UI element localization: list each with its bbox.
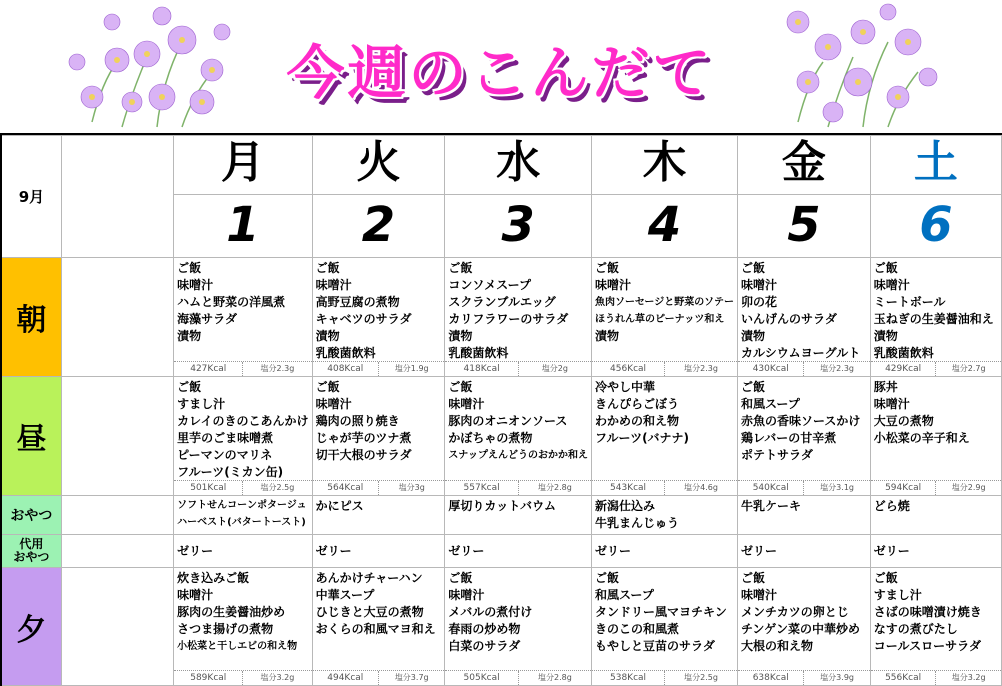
cosmos-flowers-image xyxy=(62,2,237,130)
salt-value: 塩分3.9g xyxy=(803,671,869,685)
lunch-label: 昼 xyxy=(1,377,61,496)
menu-table xyxy=(0,135,1002,686)
day-of-week: 火 xyxy=(313,136,445,195)
menu-item: きんぴらごぼう xyxy=(595,397,680,411)
menu-item: 牛乳まんじゅう xyxy=(595,516,680,530)
menu-item: 海藻サラダ xyxy=(177,312,238,326)
menu-item: ソフトせんコーンポタージュ xyxy=(177,500,307,511)
calorie-value: 538Kcal xyxy=(610,673,647,683)
calorie-value: 429Kcal xyxy=(885,364,922,374)
day-header xyxy=(738,136,871,258)
menu-item: 味噌汁 xyxy=(315,278,352,292)
menu-item: メバルの煮付け xyxy=(448,605,533,619)
menu-item xyxy=(316,638,442,655)
menu-item: カルシウムヨーグルト xyxy=(741,346,861,360)
substitute-snack-cell: ゼリー xyxy=(738,535,871,568)
menu-item: ご飯 xyxy=(448,571,473,585)
nutrition-footer xyxy=(871,361,1001,376)
salt-value: 塩分2.8g xyxy=(518,481,591,495)
menu-item xyxy=(316,464,442,481)
day-of-week: 金 xyxy=(738,136,870,195)
calorie-value: 430Kcal xyxy=(752,364,789,374)
salt-value: 塩分2.5g xyxy=(242,481,311,495)
menu-item: カリフラワーのサラダ xyxy=(448,312,569,326)
salt-value: 塩分2.8g xyxy=(518,671,591,685)
day-header xyxy=(174,136,312,258)
lunch-cell xyxy=(174,377,312,496)
menu-item: 漬物 xyxy=(177,329,202,343)
salt-value: 塩分2.7g xyxy=(935,362,1001,376)
calorie-value: 557Kcal xyxy=(463,483,500,493)
menu-item: 大根の和え物 xyxy=(741,639,814,653)
salt-value: 塩分2.3g xyxy=(664,362,737,376)
calorie-value: 501Kcal xyxy=(190,483,227,493)
menu-item: ご飯 xyxy=(741,380,766,394)
nutrition-footer xyxy=(592,480,737,495)
menu-item: 乳酸菌飲料 xyxy=(873,346,934,360)
dinner-label: 夕 xyxy=(1,568,61,686)
salt-value: 塩分2.3g xyxy=(803,362,869,376)
calorie-value: 564Kcal xyxy=(327,483,364,493)
menu-item: キャベツのサラダ xyxy=(315,312,412,326)
cosmos-flowers-image xyxy=(768,2,943,130)
substitute-snack-cell: ゼリー xyxy=(445,535,592,568)
menu-item: ミートボール xyxy=(873,295,946,309)
lunch-cell xyxy=(592,377,738,496)
menu-item: 味噌汁 xyxy=(741,278,778,292)
nutrition-footer xyxy=(592,361,737,376)
menu-item: 味噌汁 xyxy=(448,397,485,411)
breakfast-label: 朝 xyxy=(1,258,61,377)
nutrition-footer xyxy=(738,361,870,376)
menu-item: 炊き込みご飯 xyxy=(177,571,250,585)
menu-item: すまし汁 xyxy=(177,397,226,411)
lunch-cell xyxy=(870,377,1001,496)
nutrition-footer xyxy=(174,361,311,376)
menu-item: ご飯 xyxy=(177,380,202,394)
menu-item xyxy=(595,464,734,481)
calorie-value: 456Kcal xyxy=(610,364,647,374)
menu-item: 大豆の煮物 xyxy=(873,414,934,428)
salt-value: 塩分3.7g xyxy=(378,671,444,685)
snack-cell xyxy=(870,496,1001,535)
menu-item xyxy=(741,464,867,481)
menu-item: なすの煮びたし xyxy=(873,622,958,636)
menu-item: 鶏肉の照り焼き xyxy=(315,414,400,428)
menu-item: 豚肉の生姜醤油炒め xyxy=(177,605,286,619)
substitute-snack-cell: ゼリー xyxy=(312,535,445,568)
menu-item: スナップえんどうのおかか和え xyxy=(448,450,589,461)
menu-item xyxy=(177,345,308,362)
menu-item xyxy=(874,515,998,532)
menu-item: じゃが芋のツナ煮 xyxy=(315,431,412,445)
calorie-value: 540Kcal xyxy=(752,483,789,493)
menu-item: きのこの和風煮 xyxy=(595,622,680,636)
menu-item: 味噌汁 xyxy=(595,278,632,292)
breakfast-cell xyxy=(738,258,871,377)
menu-item: 漬物 xyxy=(741,329,766,343)
menu-item: 乳酸菌飲料 xyxy=(315,346,376,360)
menu-item: ご飯 xyxy=(595,571,620,585)
menu-item: スクランブルエッグ xyxy=(448,295,556,309)
day-number: 2 xyxy=(361,197,396,253)
day-of-week: 土 xyxy=(871,136,1001,195)
substitute-snack-cell: ゼリー xyxy=(870,535,1001,568)
calorie-value: 494Kcal xyxy=(327,673,364,683)
nutrition-footer xyxy=(445,361,591,376)
menu-item: 厚切りカットバウム xyxy=(448,499,556,513)
menu-item: 白菜のサラダ xyxy=(448,639,521,653)
menu-item: ほうれん草のピーナッツ和え xyxy=(595,314,725,325)
spacer-cell xyxy=(61,568,173,686)
menu-item: すまし汁 xyxy=(873,588,922,602)
nutrition-footer xyxy=(445,480,591,495)
menu-item: ご飯 xyxy=(741,571,766,585)
salt-value: 塩分2.3g xyxy=(242,362,311,376)
menu-item: フルーツ(バナナ) xyxy=(595,431,690,445)
menu-item xyxy=(316,515,442,532)
month-label: 9月 xyxy=(1,136,61,258)
dinner-cell xyxy=(312,568,445,686)
menu-item: ご飯 xyxy=(315,261,340,275)
menu-item: 赤魚の香味ソースかけ xyxy=(741,414,861,428)
day-of-week: 木 xyxy=(592,136,737,195)
menu-item: ご飯 xyxy=(873,571,898,585)
spacer-cell xyxy=(61,496,173,535)
menu-item xyxy=(874,464,998,481)
lunch-cell xyxy=(738,377,871,496)
breakfast-cell xyxy=(312,258,445,377)
menu-item: ご飯 xyxy=(448,380,473,394)
menu-item: 新潟仕込み xyxy=(595,499,656,513)
calorie-value: 589Kcal xyxy=(190,673,227,683)
snack-cell xyxy=(592,496,738,535)
dinner-cell xyxy=(592,568,738,686)
menu-item: カレイのきのこあんかけ xyxy=(177,414,309,428)
day-number: 4 xyxy=(647,197,682,253)
snack-cell xyxy=(738,496,871,535)
lunch-cell xyxy=(312,377,445,496)
menu-item: ポテトサラダ xyxy=(741,448,813,462)
menu-item: 卯の花 xyxy=(741,295,778,309)
substitute-snack-cell: ゼリー xyxy=(592,535,738,568)
menu-item: 漬物 xyxy=(315,329,340,343)
spacer-cell xyxy=(61,258,173,377)
menu-item: ご飯 xyxy=(448,261,473,275)
calorie-value: 408Kcal xyxy=(327,364,364,374)
menu-item: 豚肉のオニオンソース xyxy=(448,414,568,428)
menu-item: ピーマンのマリネ xyxy=(177,448,273,462)
menu-item: 乳酸菌飲料 xyxy=(448,346,509,360)
menu-item: 小松菜と干しエビの和え物 xyxy=(177,641,298,652)
dinner-cell xyxy=(870,568,1001,686)
calorie-value: 418Kcal xyxy=(463,364,500,374)
menu-item: おくらの和風マヨ和え xyxy=(315,622,436,636)
salt-value: 塩分3g xyxy=(378,481,444,495)
menu-item: 鶏レバーの甘辛煮 xyxy=(741,431,837,445)
menu-item: 味噌汁 xyxy=(448,588,485,602)
substitute-snack-label: 代用 おやつ xyxy=(1,535,61,568)
dinner-cell xyxy=(445,568,592,686)
substitute-snack-cell: ゼリー xyxy=(174,535,312,568)
day-header xyxy=(870,136,1001,258)
menu-item xyxy=(874,447,998,464)
calorie-value: 505Kcal xyxy=(463,673,500,683)
menu-item: コールスローサラダ xyxy=(873,639,982,653)
salt-value: 塩分2.9g xyxy=(935,481,1001,495)
salt-value: 塩分3.2g xyxy=(242,671,311,685)
menu-item: さつま揚げの煮物 xyxy=(177,622,274,636)
breakfast-cell xyxy=(174,258,312,377)
menu-item: ハーベスト(バタートースト) xyxy=(177,517,306,528)
nutrition-footer xyxy=(313,480,445,495)
salt-value: 塩分2g xyxy=(518,362,591,376)
menu-item: ご飯 xyxy=(873,261,898,275)
breakfast-cell xyxy=(870,258,1001,377)
menu-item: 切干大根のサラダ xyxy=(315,448,412,462)
menu-item: ご飯 xyxy=(595,261,620,275)
snack-cell xyxy=(445,496,592,535)
menu-item: 味噌汁 xyxy=(873,397,910,411)
menu-item: 中華スープ xyxy=(315,588,375,602)
day-number: 5 xyxy=(787,197,821,253)
spacer-cell xyxy=(61,535,173,568)
menu-item: 小松菜の辛子和え xyxy=(873,431,970,445)
lunch-cell xyxy=(445,377,592,496)
menu-item: 牛乳ケーキ xyxy=(741,499,802,513)
dinner-cell xyxy=(174,568,312,686)
menu-item xyxy=(595,447,734,464)
menu-item: ハムと野菜の洋風煮 xyxy=(177,295,286,309)
breakfast-cell xyxy=(592,258,738,377)
nutrition-footer xyxy=(174,480,311,495)
menu-item: ご飯 xyxy=(741,261,766,275)
snack-cell xyxy=(174,496,312,535)
spacer-cell xyxy=(61,136,173,258)
menu-item: コンソメスープ xyxy=(448,278,531,292)
calorie-value: 638Kcal xyxy=(752,673,789,683)
menu-item: 和風スープ xyxy=(741,397,800,411)
menu-item: ひじきと大豆の煮物 xyxy=(315,605,424,619)
menu-item: 魚肉ソーセージと野菜のソテー xyxy=(595,297,735,308)
menu-item: 豚丼 xyxy=(873,380,898,394)
menu-item: ご飯 xyxy=(315,380,340,394)
menu-item: 春雨の炒め物 xyxy=(448,622,521,636)
menu-item: 味噌汁 xyxy=(177,278,214,292)
day-number: 3 xyxy=(501,197,535,253)
menu-item: さばの味噌漬け焼き xyxy=(873,605,982,619)
menu-item xyxy=(595,345,734,362)
menu-item: メンチカツの卵とじ xyxy=(741,605,849,619)
menu-item: 漬物 xyxy=(873,329,898,343)
menu-item: タンドリー風マヨチキン xyxy=(595,605,727,619)
page-title: 今週のこんだて xyxy=(286,39,714,107)
menu-item: わかめの和え物 xyxy=(595,414,680,428)
nutrition-footer xyxy=(313,361,445,376)
menu-item: いんげんのサラダ xyxy=(741,312,837,326)
calorie-value: 427Kcal xyxy=(190,364,227,374)
nutrition-footer xyxy=(871,480,1001,495)
menu-item: フルーツ(ミカン缶) xyxy=(177,465,284,479)
salt-value: 塩分3.2g xyxy=(935,671,1001,685)
snack-cell xyxy=(312,496,445,535)
nutrition-footer xyxy=(738,480,870,495)
day-of-week: 水 xyxy=(445,136,591,195)
menu-item: あんかけチャーハン xyxy=(315,571,423,585)
salt-value: 塩分3.1g xyxy=(803,481,869,495)
menu-item: 味噌汁 xyxy=(177,588,214,602)
menu-item xyxy=(741,515,867,532)
menu-item: 里芋のごま味噌煮 xyxy=(177,431,274,445)
menu-item: 味噌汁 xyxy=(315,397,352,411)
menu-item: かぼちゃの煮物 xyxy=(448,431,533,445)
salt-value: 塩分4.6g xyxy=(664,481,737,495)
menu-item xyxy=(448,464,588,481)
day-header xyxy=(312,136,445,258)
day-number: 1 xyxy=(226,197,260,253)
calorie-value: 543Kcal xyxy=(610,483,647,493)
menu-item: 漬物 xyxy=(595,329,620,343)
menu-item: 漬物 xyxy=(448,329,473,343)
menu-item: かにピス xyxy=(315,499,364,513)
dinner-cell xyxy=(738,568,871,686)
menu-item: もやしと豆苗のサラダ xyxy=(595,639,715,653)
menu-item: 味噌汁 xyxy=(741,588,778,602)
menu-item: ご飯 xyxy=(177,261,202,275)
menu-item: 冷やし中華 xyxy=(595,380,656,394)
menu-item: 高野豆腐の煮物 xyxy=(315,295,400,309)
snack-label: おやつ xyxy=(1,496,61,535)
salt-value: 塩分1.9g xyxy=(378,362,444,376)
menu-item: 味噌汁 xyxy=(873,278,910,292)
page-header xyxy=(0,0,1002,134)
salt-value: 塩分2.5g xyxy=(664,671,737,685)
calorie-value: 594Kcal xyxy=(885,483,922,493)
menu-item: 和風スープ xyxy=(595,588,654,602)
menu-item: 玉ねぎの生姜醤油和え xyxy=(873,312,994,326)
menu-item: チンゲン菜の中華炒め xyxy=(741,622,860,636)
breakfast-cell xyxy=(445,258,592,377)
day-header xyxy=(445,136,592,258)
spacer-cell xyxy=(61,377,173,496)
menu-item xyxy=(448,515,588,532)
menu-item: どら焼 xyxy=(873,499,910,513)
calorie-value: 556Kcal xyxy=(885,673,922,683)
day-header xyxy=(592,136,738,258)
day-number: 6 xyxy=(919,197,953,253)
day-of-week: 月 xyxy=(174,136,311,195)
